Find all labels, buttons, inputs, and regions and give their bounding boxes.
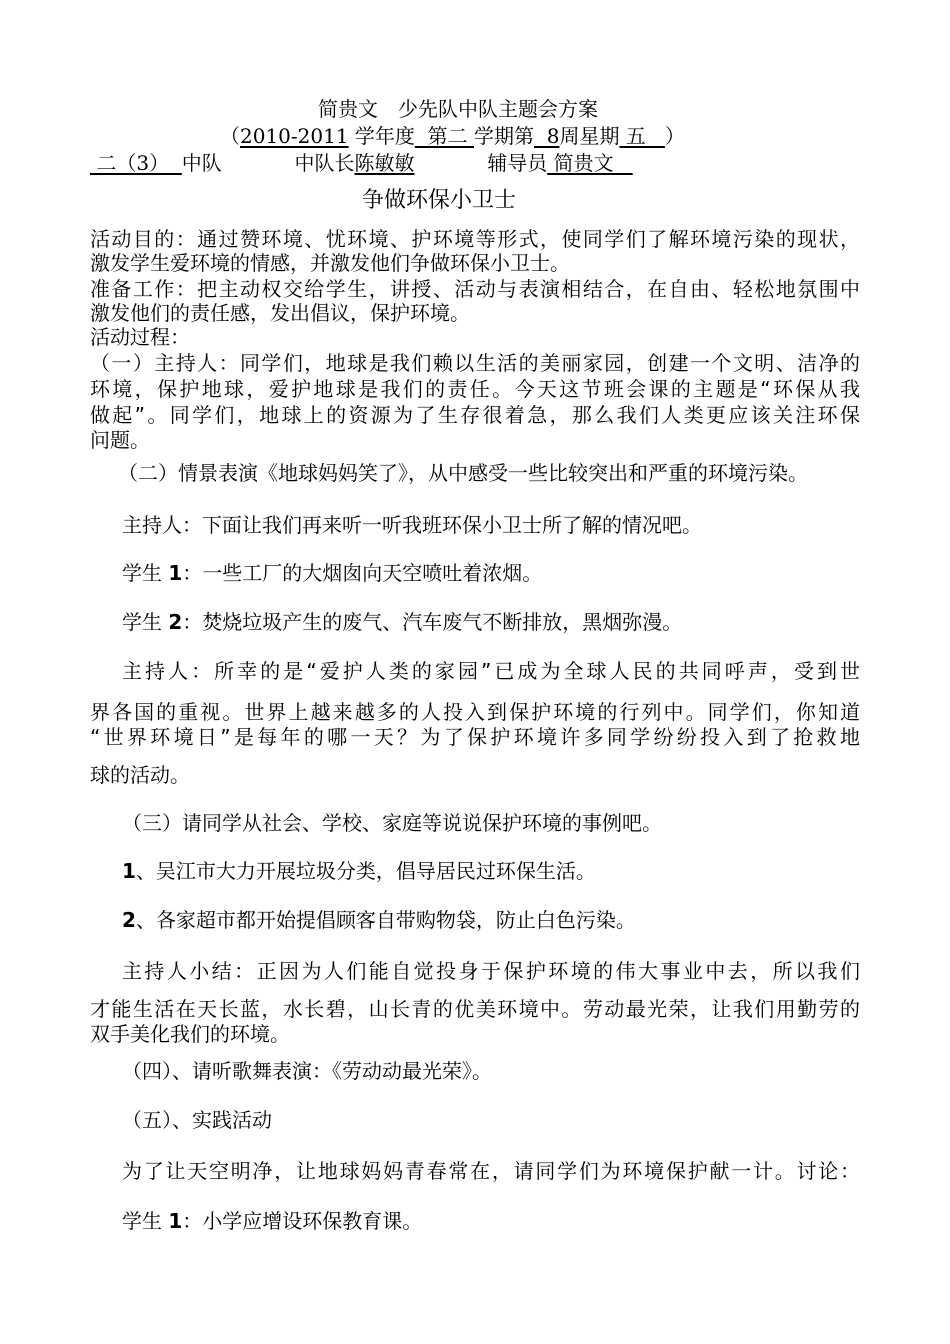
line-17: 球的活动。	[90, 763, 190, 787]
school-year: 2010-2011	[240, 124, 349, 148]
line-10: （二）情景表演《地球妈妈笑了》，从中感受一些比较突出和严重的环境污染。	[118, 461, 808, 485]
line-14: 主持人：所幸的是“爱护人类的家园”已成为全球人民的共同呼声，受到世	[122, 659, 860, 683]
advisor-label: 辅导员	[487, 151, 548, 175]
line-1: 活动目的：通过赞环境、忧环境、护环境等形式，使同学们了解环境污染的现状，	[90, 227, 860, 251]
advisor-name: 简贵文	[547, 151, 633, 175]
line-8: 做起”。同学们，地球上的资源为了生存很着急，那么我们人类更应该关注环保	[90, 403, 860, 427]
line-20: 2、各家超市都开始提倡顾客自带购物袋，防止白色污染。	[122, 908, 636, 932]
line-6: （一）主持人：同学们，地球是我们赖以生活的美丽家园，创建一个文明、洁净的	[90, 351, 860, 375]
line-9: 问题。	[90, 428, 150, 452]
week-label: 周星期	[559, 124, 620, 148]
term-value: 第二	[414, 124, 474, 148]
line-3: 准备工作：把主动权交给学生，讲授、活动与表演相结合，在自由、轻松地氛围中	[90, 277, 860, 301]
line-18: （三）请同学从社会、学校、家庭等说说保护环境的事例吧。	[122, 811, 662, 835]
term-label: 学期第	[474, 124, 534, 148]
leader-label: 中队长	[294, 151, 355, 175]
line-26: 为了让天空明净，让地球妈妈青春常在，请同学们为环境保护献一计。讨论：	[122, 1159, 860, 1183]
line-12: 学生 1：一些工厂的大烟囱向天空喷吐着浓烟。	[122, 561, 543, 585]
line-15: 界各国的重视。世界上越来越多的人投入到保护环境的行列中。同学们，你知道	[90, 700, 860, 724]
line-16: “世界环境日”是每年的哪一天？为了保护环境许多同学纷纷投入到了抢救地	[90, 725, 860, 749]
line-23: 双手美化我们的环境。	[90, 1022, 290, 1046]
line-24: （四）、请听歌舞表演：《劳动动最光荣》。	[122, 1059, 492, 1083]
line-4: 激发他们的责任感，发出倡议，保护环境。	[90, 301, 470, 325]
header-term-line	[220, 123, 685, 149]
header-class-line	[90, 150, 633, 176]
leader-name: 陈敏敏	[354, 151, 415, 175]
line-2: 激发学生爱环境的情感，并激发他们争做环保小卫士。	[90, 251, 570, 275]
school-year-label: 学年度	[348, 124, 415, 148]
weekday-value: 五	[619, 124, 665, 148]
line-21: 主持人小结：正因为人们能自觉投身于保护环境的伟大事业中去，所以我们	[122, 959, 860, 983]
line-25: （五）、实践活动	[122, 1108, 272, 1132]
line-11: 主持人：下面让我们再来听一听我班环保小卫士所了解的情况吧。	[122, 513, 702, 537]
line-5: 活动过程：	[90, 325, 190, 349]
header-title: 简贵文 少先队中队主题会方案	[318, 97, 598, 121]
line-27: 学生 1：小学应增设环保教育课。	[122, 1209, 423, 1233]
line-7: 环境，保护地球，爱护地球是我们的责任。今天这节班会课的主题是“环保从我	[90, 377, 860, 401]
week-value: 8	[534, 124, 560, 148]
line-19: 1、吴江市大力开展垃圾分类，倡导居民过环保生活。	[122, 859, 596, 883]
paren-open: （	[220, 124, 240, 148]
line-22: 才能生活在天长蓝，水长碧，山长青的优美环境中。劳动最光荣，让我们用勤劳的	[90, 997, 860, 1021]
paren-close: ）	[664, 124, 685, 148]
line-13: 学生 2：焚烧垃圾产生的废气、汽车废气不断排放，黑烟弥漫。	[122, 610, 683, 634]
page-title: 争做环保小卫士	[362, 188, 517, 213]
class-suffix: 中队	[181, 151, 222, 175]
class-name: 二（3）	[90, 151, 182, 175]
